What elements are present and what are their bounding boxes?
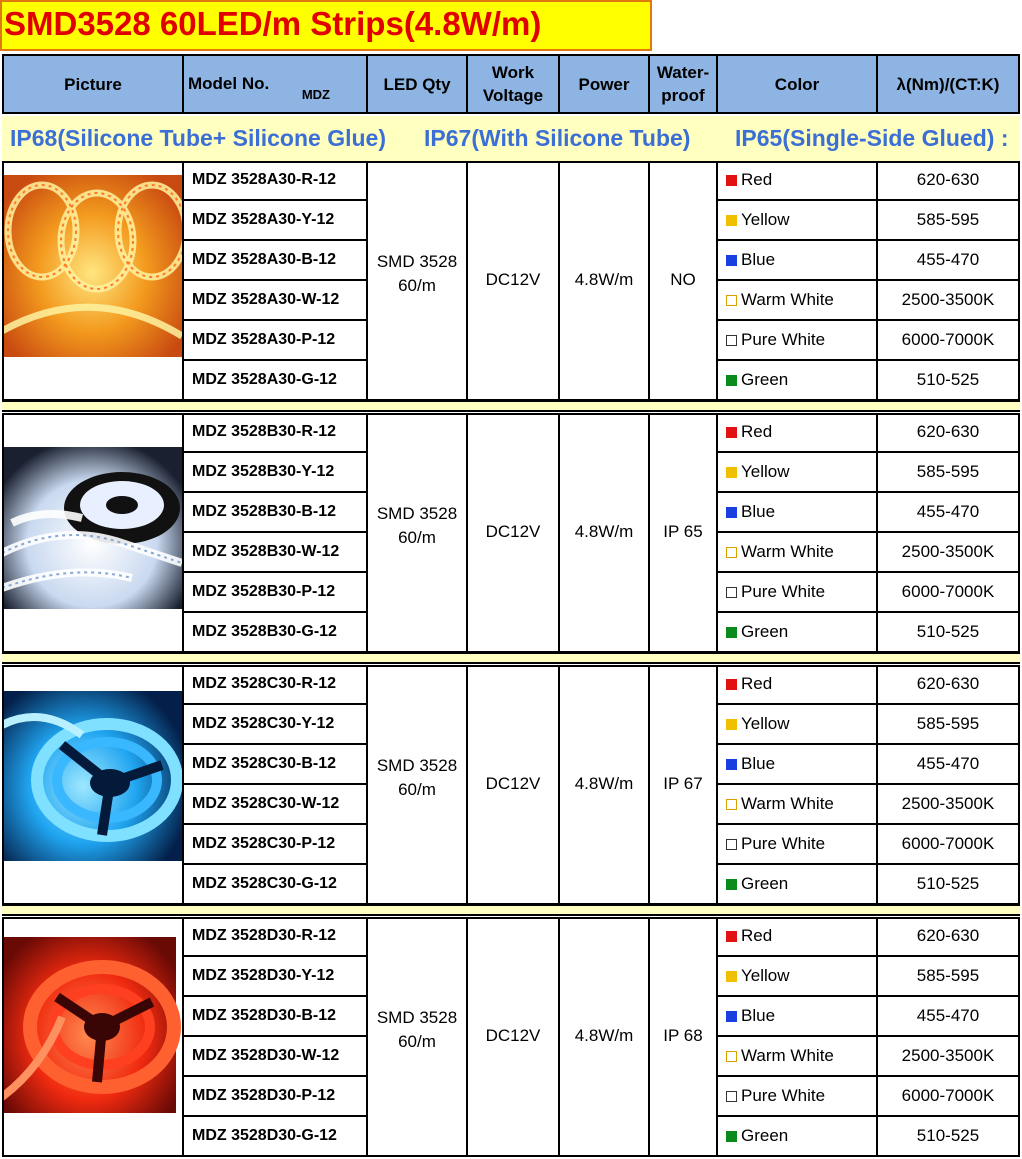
color-cell (716, 241, 876, 281)
led-qty-line: SMD 3528 (376, 504, 458, 523)
waterproof-value-line: IP 68 (663, 1026, 703, 1045)
color-label: Green (741, 622, 789, 641)
group-separator (2, 400, 1020, 412)
power-value (558, 917, 648, 1157)
power-value (558, 161, 648, 401)
model-number: MDZ 3528D30-Y-12 (182, 957, 366, 997)
model-number: MDZ 3528A30-B-12 (182, 241, 366, 281)
wavelength-value: 6000-7000K (876, 573, 1020, 613)
model-number: MDZ 3528B30-Y-12 (182, 453, 366, 493)
color-swatch-icon (726, 679, 737, 690)
work-voltage-text (486, 520, 541, 544)
model-number: MDZ 3528D30-W-12 (182, 1037, 366, 1077)
waterproof-value-text (670, 268, 696, 292)
model-number: MDZ 3528A30-P-12 (182, 321, 366, 361)
work-voltage (466, 161, 558, 401)
work-voltage (466, 413, 558, 653)
color-cell (716, 785, 876, 825)
color-swatch-icon (726, 587, 737, 598)
color-cell (716, 705, 876, 745)
color-label: Pure White (741, 582, 826, 601)
color-cell (716, 321, 876, 361)
wavelength-value: 2500-3500K (876, 1037, 1020, 1077)
header-power: Power (560, 56, 650, 112)
model-number: MDZ 3528C30-Y-12 (182, 705, 366, 745)
waterproof-value (648, 161, 716, 401)
color-cell (716, 573, 876, 613)
model-number: MDZ 3528C30-B-12 (182, 745, 366, 785)
model-number: MDZ 3528D30-R-12 (182, 917, 366, 957)
model-number: MDZ 3528B30-B-12 (182, 493, 366, 533)
power-value (558, 413, 648, 653)
color-cell (716, 865, 876, 905)
product-group (2, 161, 1020, 401)
color-swatch-icon (726, 175, 737, 186)
model-number: MDZ 3528A30-G-12 (182, 361, 366, 401)
power-value-text (575, 520, 634, 544)
header-waterproof (650, 56, 718, 112)
led-qty-text (377, 1006, 457, 1054)
header-work-voltage (468, 56, 560, 112)
color-cell (716, 825, 876, 865)
ip-rating-band (2, 116, 1020, 161)
color-cell (716, 493, 876, 533)
header-led-qty: LED Qty (368, 56, 468, 112)
color-label: Red (741, 170, 773, 189)
wavelength-value: 455-470 (876, 493, 1020, 533)
red-led-reel-photo (2, 917, 182, 1113)
product-group (2, 665, 1020, 905)
color-cell (716, 201, 876, 241)
power-value-line: 4.8W/m (574, 522, 634, 541)
work-voltage (466, 917, 558, 1157)
color-label: Blue (741, 754, 776, 773)
color-swatch-icon (726, 427, 737, 438)
color-swatch-icon (726, 1011, 737, 1022)
color-cell (716, 1077, 876, 1117)
warm-yellow-led-strip-photo (2, 161, 182, 357)
power-value-text (575, 772, 634, 796)
color-swatch-icon (726, 1131, 737, 1142)
led-qty-text (377, 754, 457, 802)
led-qty (366, 413, 466, 653)
color-cell (716, 745, 876, 785)
wavelength-value: 510-525 (876, 1117, 1020, 1157)
color-swatch-icon (726, 1051, 737, 1062)
wavelength-value: 620-630 (876, 413, 1020, 453)
header-waterproof-line2: proof (661, 86, 705, 105)
color-label: Yellow (741, 210, 790, 229)
color-label: Warm White (741, 290, 834, 309)
color-cell (716, 613, 876, 653)
color-cell (716, 665, 876, 705)
color-swatch-icon (726, 931, 737, 942)
led-qty-text (377, 502, 457, 550)
wavelength-value: 455-470 (876, 745, 1020, 785)
power-value-text (575, 268, 634, 292)
color-swatch-icon (726, 547, 737, 558)
color-label: Yellow (741, 966, 790, 985)
color-label: Warm White (741, 542, 834, 561)
wavelength-value: 585-595 (876, 453, 1020, 493)
waterproof-value-line: IP 65 (663, 522, 703, 541)
color-label: Pure White (741, 834, 826, 853)
wavelength-value: 455-470 (876, 241, 1020, 281)
table-header (2, 54, 1020, 114)
color-swatch-icon (726, 839, 737, 850)
waterproof-value (648, 917, 716, 1157)
header-work-voltage-line1: Work (491, 63, 535, 82)
waterproof-value (648, 665, 716, 905)
model-number: MDZ 3528A30-R-12 (182, 161, 366, 201)
group-separator (2, 904, 1020, 916)
waterproof-value-text (663, 1024, 702, 1048)
header-model-label: Model No. (188, 73, 270, 93)
color-swatch-icon (726, 467, 737, 478)
wavelength-value: 585-595 (876, 957, 1020, 997)
wavelength-value: 455-470 (876, 997, 1020, 1037)
product-group (2, 413, 1020, 653)
model-number: MDZ 3528B30-P-12 (182, 573, 366, 613)
color-swatch-icon (726, 1091, 737, 1102)
header-wavelength: λ(Nm)/(CT:K) (896, 74, 1000, 94)
ip67-label: IP67(With Silicone Tube) (424, 125, 691, 151)
color-cell (716, 1037, 876, 1077)
color-label: Pure White (741, 330, 826, 349)
color-cell (716, 281, 876, 321)
color-label: Blue (741, 1006, 776, 1025)
model-number: MDZ 3528B30-G-12 (182, 613, 366, 653)
work-voltage-text (486, 772, 541, 796)
led-qty-line: 60/m (398, 528, 436, 547)
color-cell (716, 161, 876, 201)
color-label: Yellow (741, 714, 790, 733)
color-cell (716, 413, 876, 453)
color-swatch-icon (726, 627, 737, 638)
model-number: MDZ 3528B30-W-12 (182, 533, 366, 573)
wavelength-value: 2500-3500K (876, 785, 1020, 825)
ip68-label: IP68(Silicone Tube+ Silicone Glue) (10, 125, 386, 151)
model-number: MDZ 3528C30-W-12 (182, 785, 366, 825)
model-number: MDZ 3528D30-B-12 (182, 997, 366, 1037)
wavelength-value: 620-630 (876, 917, 1020, 957)
white-led-reel-photo (2, 413, 182, 609)
color-label: Warm White (741, 1046, 834, 1065)
header-color: Color (718, 56, 878, 112)
color-label: Yellow (741, 462, 790, 481)
waterproof-value-line: IP 67 (663, 774, 703, 793)
product-group (2, 917, 1020, 1157)
color-cell (716, 997, 876, 1037)
color-label: Red (741, 674, 773, 693)
color-swatch-icon (726, 507, 737, 518)
work-voltage-line: DC12V (485, 270, 541, 289)
page-title: SMD3528 60LED/m Strips(4.8W/m) (0, 0, 652, 51)
header-waterproof-line1: Water- (656, 63, 710, 82)
wavelength-value: 585-595 (876, 201, 1020, 241)
header-model-sub: MDZ (301, 87, 330, 102)
product-picture (2, 665, 182, 905)
work-voltage-text (486, 1024, 541, 1048)
work-voltage-line: DC12V (485, 774, 541, 793)
waterproof-value-line: NO (670, 270, 696, 289)
model-number: MDZ 3528C30-P-12 (182, 825, 366, 865)
wavelength-value: 2500-3500K (876, 281, 1020, 321)
color-cell (716, 917, 876, 957)
led-qty-line: 60/m (398, 276, 436, 295)
led-qty-text (377, 250, 457, 298)
model-number: MDZ 3528A30-Y-12 (182, 201, 366, 241)
model-number: MDZ 3528C30-R-12 (182, 665, 366, 705)
blue-led-reel-photo (2, 665, 182, 861)
work-voltage (466, 665, 558, 905)
led-qty (366, 161, 466, 401)
header-work-voltage-line2: Voltage (482, 86, 544, 105)
wavelength-value: 6000-7000K (876, 321, 1020, 361)
group-separator (2, 652, 1020, 664)
color-swatch-icon (726, 295, 737, 306)
waterproof-value-text (663, 520, 702, 544)
header-model (184, 56, 368, 112)
color-cell (716, 957, 876, 997)
ip65-label: IP65(Single-Side Glued) : (735, 125, 1009, 151)
model-number: MDZ 3528C30-G-12 (182, 865, 366, 905)
color-label: Blue (741, 502, 776, 521)
color-label: Pure White (741, 1086, 826, 1105)
wavelength-value: 620-630 (876, 161, 1020, 201)
power-value-text (575, 1024, 634, 1048)
color-cell (716, 453, 876, 493)
color-swatch-icon (726, 799, 737, 810)
product-picture (2, 413, 182, 653)
color-label: Blue (741, 250, 776, 269)
color-swatch-icon (726, 255, 737, 266)
work-voltage-text (486, 268, 541, 292)
led-qty (366, 917, 466, 1157)
color-swatch-icon (726, 879, 737, 890)
waterproof-value-text (663, 772, 702, 796)
color-cell (716, 533, 876, 573)
color-swatch-icon (726, 759, 737, 770)
led-qty-line: 60/m (398, 1032, 436, 1051)
work-voltage-line: DC12V (485, 522, 541, 541)
product-picture (2, 161, 182, 401)
power-value-line: 4.8W/m (574, 774, 634, 793)
power-value-line: 4.8W/m (574, 1026, 634, 1045)
color-cell (716, 361, 876, 401)
power-value (558, 665, 648, 905)
color-label: Green (741, 370, 789, 389)
wavelength-value: 510-525 (876, 361, 1020, 401)
wavelength-value: 585-595 (876, 705, 1020, 745)
power-value-line: 4.8W/m (574, 270, 634, 289)
led-qty-line: SMD 3528 (376, 756, 458, 775)
color-label: Red (741, 422, 773, 441)
model-number: MDZ 3528B30-R-12 (182, 413, 366, 453)
color-swatch-icon (726, 971, 737, 982)
led-qty (366, 665, 466, 905)
color-label: Red (741, 926, 773, 945)
wavelength-value: 6000-7000K (876, 825, 1020, 865)
wavelength-value: 2500-3500K (876, 533, 1020, 573)
wavelength-value: 510-525 (876, 613, 1020, 653)
wavelength-value: 620-630 (876, 665, 1020, 705)
color-label: Warm White (741, 794, 834, 813)
color-label: Green (741, 874, 789, 893)
wavelength-value: 6000-7000K (876, 1077, 1020, 1117)
color-swatch-icon (726, 215, 737, 226)
color-label: Green (741, 1126, 789, 1145)
led-qty-line: SMD 3528 (376, 1008, 458, 1027)
color-cell (716, 1117, 876, 1157)
model-number: MDZ 3528D30-P-12 (182, 1077, 366, 1117)
led-qty-line: SMD 3528 (376, 252, 458, 271)
header-picture: Picture (4, 56, 184, 112)
wavelength-value: 510-525 (876, 865, 1020, 905)
product-picture (2, 917, 182, 1157)
led-qty-line: 60/m (398, 780, 436, 799)
model-number: MDZ 3528D30-G-12 (182, 1117, 366, 1157)
color-swatch-icon (726, 335, 737, 346)
waterproof-value (648, 413, 716, 653)
work-voltage-line: DC12V (485, 1026, 541, 1045)
color-swatch-icon (726, 719, 737, 730)
model-number: MDZ 3528A30-W-12 (182, 281, 366, 321)
color-swatch-icon (726, 375, 737, 386)
